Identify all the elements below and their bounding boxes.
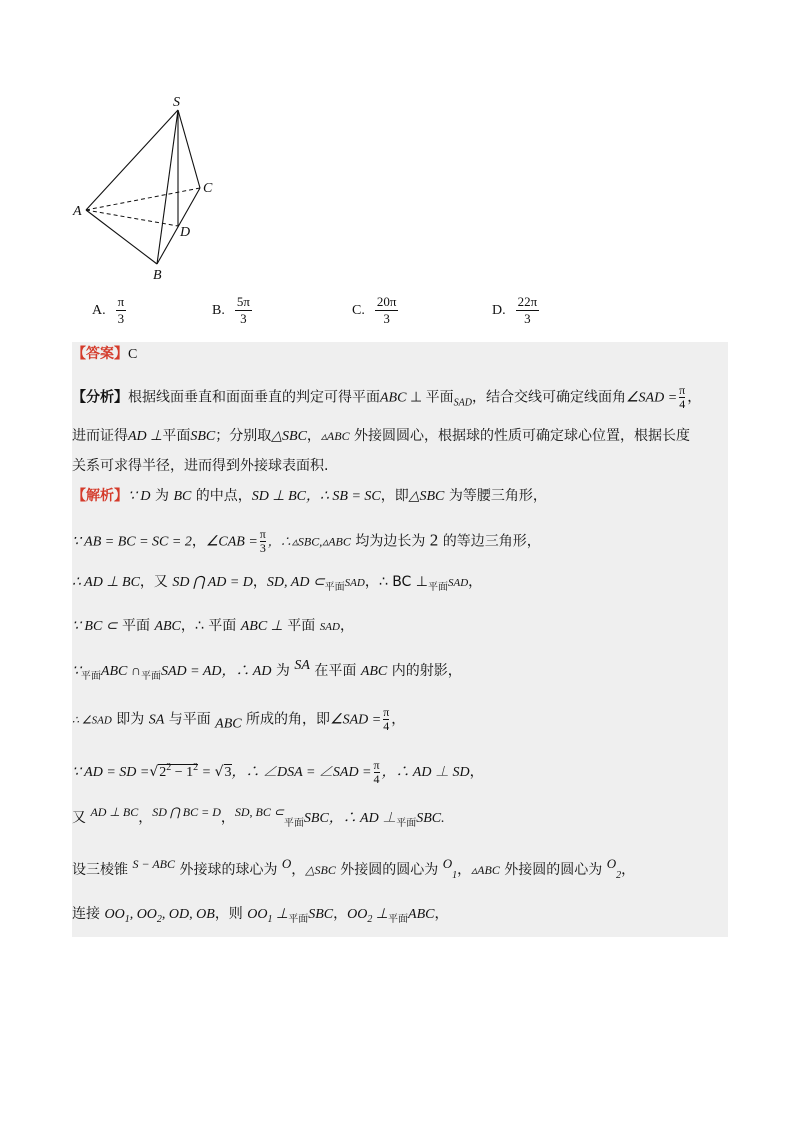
solution-line-10: 连接 $OO_1$, $OO_2$, OD, OB，则 $OO_1$ $\perp_{平面}SBC$，$OO_2$ $\perp_{平面}ABC$，	[72, 906, 449, 925]
analysis-line-2: 进而证得AD ⊥平面SBC；分别取△SBC，▵ABC 外接圆圆心，根据球的性质可确定球心位置，根据长度	[72, 428, 691, 444]
solution-line-6: ∴ ∠SAD 即为 SA 与平面 ABC 所成的角，即∠SAD = $\frac{\pi}{4}$ ，	[72, 705, 406, 733]
answer-value: C	[128, 347, 138, 362]
analysis-line-1: 【分析】根据线面垂直和面面垂直的判定可得平面ABC ⊥ 平面$_{SAD}$，结合交线可确定线面角∠SAD = $\frac{\pi}{4}$ ，	[72, 383, 702, 411]
pyramid-figure	[60, 92, 230, 282]
vertex-label-b: B	[153, 268, 162, 282]
solution-line-9: 设三棱锥 S − ABC 外接球的球心为 O，△SBC 外接圆的圆心为 $O_1$，▵ABC 外接圆的圆心为 $O_2$，	[72, 856, 636, 881]
vertex-label-s: S	[173, 95, 180, 110]
answer-choices	[0, 290, 800, 340]
solution-panel	[72, 342, 728, 937]
vertex-label-d: D	[180, 225, 191, 240]
analysis-line-3: 关系可求得半径，进而得到外接球表面积.	[72, 458, 329, 474]
vertex-label-c: C	[203, 181, 213, 196]
choice-c[interactable]: C. $\frac{20\pi}{3}$	[352, 294, 397, 326]
choice-a[interactable]: A. $\frac{\pi}{3}$	[92, 294, 125, 326]
solution-tag: 【解析】	[72, 488, 128, 504]
answer-tag: 【答案】	[72, 346, 128, 362]
solution-line-3: ∴ AD ⊥ BC，又 SD ⋂ AD = D，SD, AD $\subset_{平面}SAD$，∴ BC $\perp_{平面}SAD$，	[72, 574, 483, 593]
solution-line-5: $\because_{平面}ABC$ $\cap_{平面}SAD$ = AD，∴ AD 为 SA 在平面 ABC 内的射影，	[72, 658, 462, 682]
choice-d[interactable]: D. $\frac{22\pi}{3}$	[492, 294, 538, 326]
choice-b[interactable]: B. $\frac{5\pi}{3}$	[212, 294, 250, 326]
answer-line	[72, 344, 137, 365]
solution-line-8: 又 AD ⊥ BC，SD ⋂ BC = D，SD, BC $\subset_{平面}SBC$，∴ AD $\perp_{平面}SBC$.	[72, 805, 445, 829]
solution-line-1: 【解析】∵ D 为 BC 的中点，SD ⊥ BC，∴ SB = SC，即△SBC 为等腰三角形，	[72, 488, 547, 504]
vertex-label-a: A	[73, 204, 82, 219]
solution-line-4: ∵ BC ⊂ 平面 ABC，∴ 平面 ABC ⊥ 平面 SAD，	[72, 618, 354, 634]
solution-line-2: ∵ AB = BC = SC = 2，∠CAB = $\frac{\pi}{3}$ ，∴▵SBC,▵ABC 均为边长为 2 的等边三角形，	[72, 527, 541, 555]
solution-line-7: ∵ AD = SD $=√2^2 - 1^2 = √3$，∴ ∠DSA = ∠SAD = $\frac{\pi}{4}$ ，∴ AD ⊥ SD，	[72, 757, 484, 786]
